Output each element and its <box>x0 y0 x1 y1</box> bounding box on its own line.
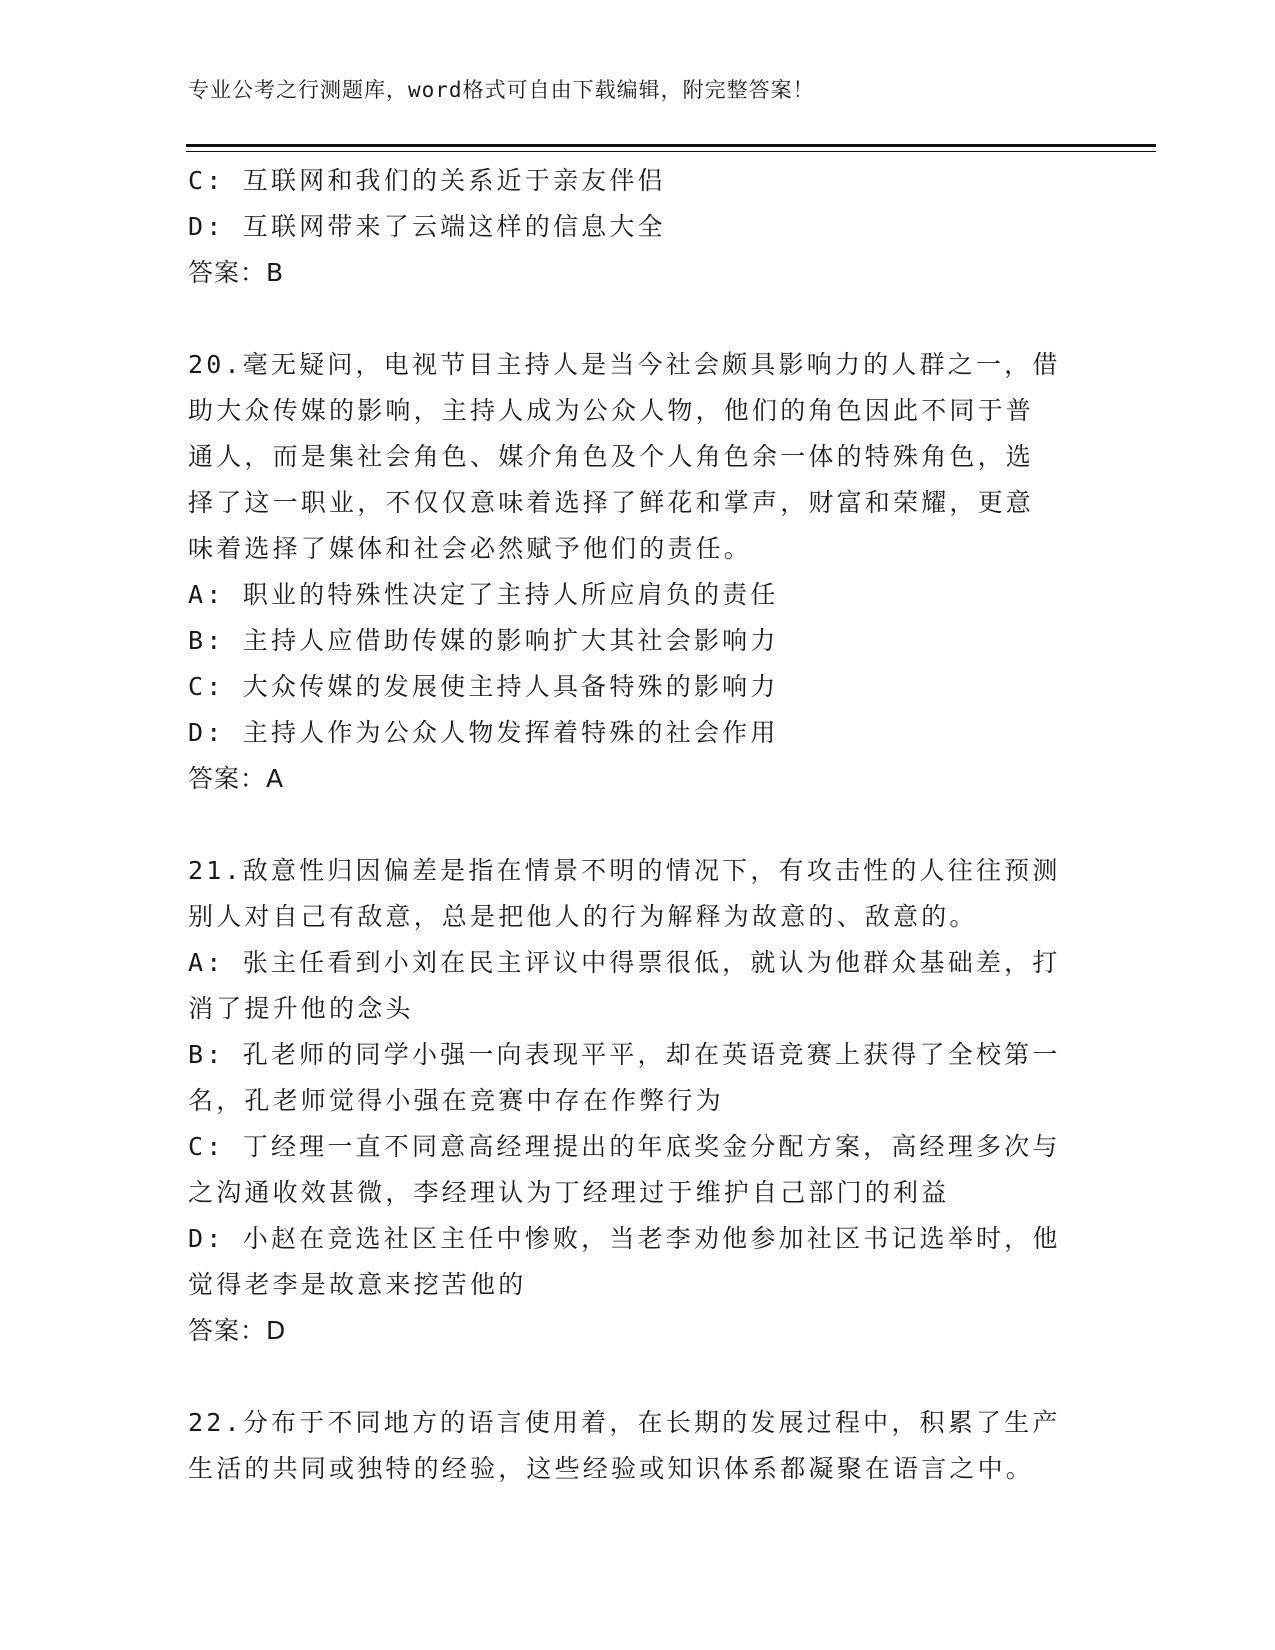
question-21 <box>188 848 1088 1354</box>
option-b: B: 孔老师的同学小强一向表现平平，却在英语竞赛上获得了全校第一 <box>188 1040 1061 1069</box>
question-20 <box>188 342 1088 802</box>
question-stem-line: 22.分布于不同地方的语言使用着，在长期的发展过程中，积累了生产 <box>188 1408 1061 1437</box>
option-c: C: 丁经理一直不同意高经理提出的年底奖金分配方案，高经理多次与 <box>188 1132 1061 1161</box>
option-c: C: 互联网和我们的关系近于亲友伴侣 <box>188 166 666 195</box>
question-stem-line: 通人，而是集社会角色、媒介角色及个人角色余一体的特殊角色，选 <box>188 442 1035 471</box>
option-a: A: 张主任看到小刘在民主评议中得票很低，就认为他群众基础差，打 <box>188 948 1061 977</box>
question-stem-line: 21.敌意性归因偏差是指在情景不明的情况下，有攻击性的人往往预测 <box>188 856 1061 885</box>
answer-line: 答案：A <box>188 764 285 793</box>
page-header: 专业公考之行测题库，word格式可自由下载编辑，附完整答案！ <box>188 78 815 102</box>
document-body <box>188 158 1088 1492</box>
option-b-continued: 名，孔老师觉得小强在竞赛中存在作弊行为 <box>188 1086 724 1115</box>
question-stem-line: 别人对自己有敌意，总是把他人的行为解释为故意的、敌意的。 <box>188 902 978 931</box>
option-c: C: 大众传媒的发展使主持人具备特殊的影响力 <box>188 672 779 701</box>
question-stem-line: 助大众传媒的影响，主持人成为公众人物，他们的角色因此不同于普 <box>188 396 1035 425</box>
question-stem-line: 择了这一职业，不仅仅意味着选择了鲜花和掌声，财富和荣耀，更意 <box>188 488 1035 517</box>
option-d: D: 小赵在竞选社区主任中惨败，当老李劝他参加社区书记选举时，他 <box>188 1224 1061 1253</box>
question-stem-line: 20.毫无疑问，电视节目主持人是当今社会颇具影响力的人群之一，借 <box>188 350 1061 379</box>
option-c-continued: 之沟通收效甚微，李经理认为丁经理过于维护自己部门的利益 <box>188 1178 950 1207</box>
header-rule-thin <box>186 151 1156 152</box>
option-d-continued: 觉得老李是故意来挖苦他的 <box>188 1270 527 1299</box>
option-b: B: 主持人应借助传媒的影响扩大其社会影响力 <box>188 626 779 655</box>
option-a-continued: 消了提升他的念头 <box>188 994 414 1023</box>
answer-line: 答案：B <box>188 258 285 287</box>
option-d: D: 互联网带来了云端这样的信息大全 <box>188 212 666 241</box>
option-a: A: 职业的特殊性决定了主持人所应肩负的责任 <box>188 580 779 609</box>
answer-line: 答案：D <box>188 1316 287 1345</box>
question-stem-line: 生活的共同或独特的经验，这些经验或知识体系都凝聚在语言之中。 <box>188 1454 1035 1483</box>
question-22 <box>188 1400 1088 1492</box>
question-stem-line: 味着选择了媒体和社会必然赋予他们的责任。 <box>188 534 753 563</box>
option-d: D: 主持人作为公众人物发挥着特殊的社会作用 <box>188 718 779 747</box>
header-rule-thick <box>186 144 1156 147</box>
